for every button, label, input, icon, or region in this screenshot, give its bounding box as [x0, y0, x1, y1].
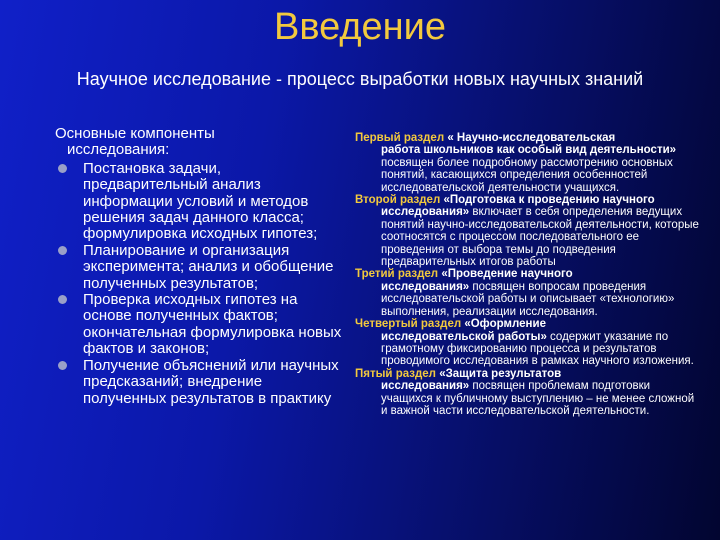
components-heading-line2: исследования:: [67, 141, 170, 159]
section-label: Третий раздел: [355, 268, 439, 281]
slide-title: Введение: [273, 6, 447, 48]
section-title: «Оформление: [464, 318, 546, 331]
components-heading: [55, 126, 345, 159]
section-title-cont: работа школьников как особый вид деятельности»: [381, 144, 677, 157]
section-label: Первый раздел: [355, 132, 445, 144]
section-label: Пятый раздел: [355, 367, 436, 380]
bullet-icon: [58, 246, 67, 255]
section-title: «Проведение научного: [441, 268, 573, 281]
bullet-icon: [58, 361, 67, 370]
section-2: [355, 194, 700, 268]
section-text: посвящен вопросам проведения исследовательской работы и описывает «технологию» выполнения, реализации исследования.: [381, 280, 675, 318]
slide-subtitle: Научное исследование - процесс выработки новых научных знаний: [76, 69, 644, 89]
section-label: Второй раздел: [355, 194, 441, 207]
section-1: [355, 132, 700, 194]
left-column: [55, 126, 345, 407]
bullet-icon: [58, 295, 67, 304]
list-item: [55, 358, 345, 407]
section-title: «Подготовка к проведению научного: [443, 194, 655, 207]
bullet-icon: [58, 164, 67, 173]
list-item-text: Планирование и организация эксперимента; анализ и обобщение полученных результатов;: [83, 241, 334, 292]
components-list: [55, 161, 345, 407]
section-title: «Защита результатов: [439, 367, 562, 380]
section-title-cont: исследования»: [381, 206, 470, 219]
section-text: посвящен проблемам подготовки учащихся к публичному выступлению – не менее сложной и важной части исследовательской деятельности.: [381, 380, 695, 417]
section-title: « Научно-исследовательская: [447, 132, 616, 144]
section-title-cont: исследовательской работы»: [381, 330, 547, 343]
list-item-text: Проверка исходных гипотез на основе полученных фактов; окончательная формулировка новых фактов и законов;: [83, 291, 342, 358]
section-label: Четвертый раздел: [355, 318, 462, 331]
section-text: содержит указание по грамотному фиксированию процесса и результатов проводимого исследования в рамках научного изложения.: [381, 330, 694, 368]
section-4: [355, 318, 700, 368]
section-text: посвящен более подробному рассмотрению основных понятий, касающихся определения особенностей исследовательской деятельности учащихся.: [381, 156, 673, 194]
section-text: включает в себя определения ведущих понятий научно-исследовательской деятельности, которые соотносятся с процессом последовательного ее проведения от выбора темы до подведения предварительных итогов работы: [381, 206, 699, 269]
components-heading-line1: Основные компоненты: [55, 125, 215, 142]
list-item-text: Получение объяснений или научных предсказаний; внедрение полученных результатов в практику: [83, 356, 339, 407]
list-item: [55, 161, 345, 243]
section-3: [355, 268, 700, 318]
section-5: [355, 368, 700, 418]
right-column: [355, 132, 700, 417]
section-title-cont: исследования»: [381, 380, 470, 393]
list-item: [55, 292, 345, 358]
section-title-cont: исследования»: [381, 280, 470, 293]
list-item: [55, 243, 345, 292]
list-item-text: Постановка задачи, предварительный анализ информации условий и методов решения задач данного класса; формулировка исходных гипотез;: [83, 159, 318, 243]
